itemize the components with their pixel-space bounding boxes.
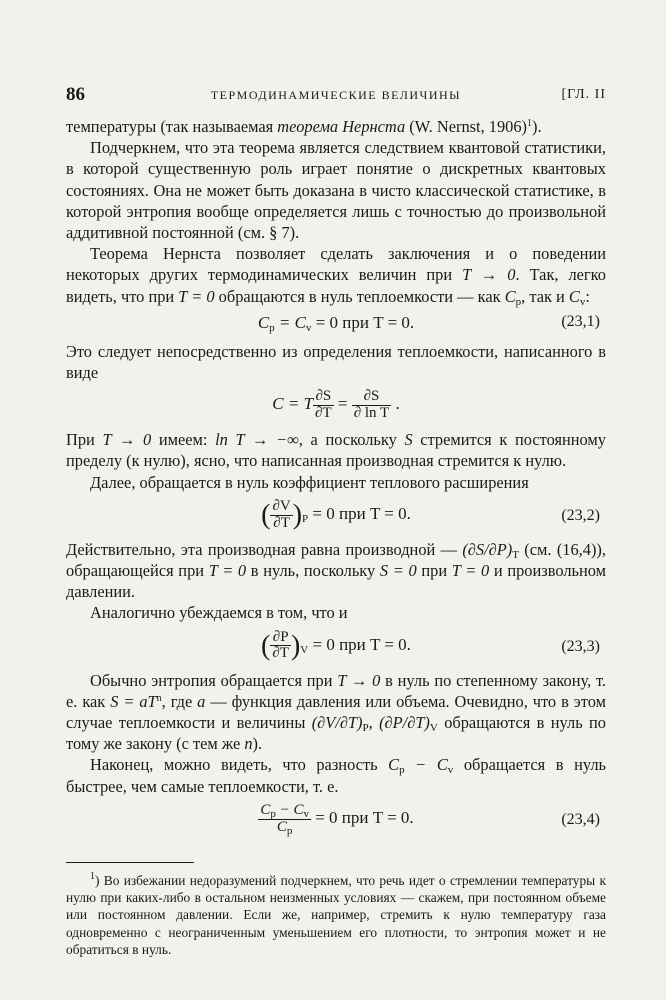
footnote-divider	[66, 862, 194, 863]
paragraph-power-law: Обычно энтропия обращается при T → 0 в нуль по степенному закону, т. е. как $S = aT^n$, где a — функция давления или объема. Очевидно, что в этом случае теплоемкости и величины $(\partial V/\partial T)_P$, $(\partial P/\partial T)_V$ обращаются в нуль по тому же закону (с тем же n).	[66, 670, 606, 754]
footnote-ref[interactable]: 1	[527, 118, 533, 129]
running-header	[66, 84, 606, 106]
paragraph-nernst-theorem: температуры (так называемая теорема Нернста (W. Nernst, 1906)$^1$).	[66, 117, 542, 136]
equation-heat-capacity-definition: C = T $\frac{\partial S}{\partial T}$ = $\frac{\partial S}{\text{∂ ln T}}$ .	[272, 388, 400, 421]
paragraph-limit: При T → 0 имеем: ln T → −∞, а поскольку S стремится к постоянному пределу (к нулю), ясно, что написанная производная стремится к нулю.	[66, 430, 606, 471]
equation-number: (23,1)	[561, 312, 600, 330]
equation-number: (23,4)	[561, 810, 600, 828]
main-text	[66, 116, 606, 843]
equation-23-3: ( $\frac{\partial P}{\partial T}$ )$_V = 0$ при T = 0. (23,3)	[261, 628, 600, 662]
paragraph-derivative: Действительно, эта производная равна производной — $(\partial S/\partial P)_T$ (см. (16,4)), обращающейся при T = 0 в нуль, поскольку S = 0 при T = 0 и произвольном давлении.	[66, 539, 607, 602]
paragraph-definition: Это следует непосредственно из определения теплоемкости, написанного в виде	[66, 341, 606, 383]
page-number: 86	[66, 84, 85, 105]
paragraph-quantum-statistics: Подчеркнем, что эта теорема является следствием квантовой статистики, в которой существенную роль играет понятие о дискретных квантовых состояниях. Она не может быть доказана в чисто классической статистике, в которой энтропия вообще определяется лишь с точностью до произвольной аддитивной постоянной (см. § 7).	[66, 138, 606, 243]
equation-23-1: $C_p = C_v = 0$ при T = 0. (23,1)	[257, 312, 600, 334]
equation-23-4: $\frac{C_p - C_v}{C_p}$ = 0 при T = 0. (23,4)	[260, 801, 600, 837]
equation-23-2: ( $\frac{\partial V}{\partial T}$ )$_P = 0$ при T = 0. (23,2)	[261, 497, 600, 531]
equation-number: (23,3)	[561, 637, 600, 655]
equation-number: (23,2)	[561, 506, 600, 524]
footnote-mark: 1	[90, 871, 95, 882]
paragraph-difference: Наконец, можно видеть, что разность $C_p - C_v$ обращается в нуль быстрее, чем самые теплоемкости, т. е.	[66, 755, 606, 796]
chapter-label: [ГЛ. II	[561, 87, 606, 102]
paragraph-heat-capacities: Теорема Нернста позволяет сделать заключения и о поведении некоторых других термодинамических величин при T → 0. Так, легко видеть, что при T = 0 обращаются в нуль теплоемкости — как $C_p$, так и $C_v$:	[66, 244, 606, 308]
footnote: $^1$) Во избежании недоразумений подчеркнем, что речь идет о стремлении температуры к нулю при каких-либо в остальном неизменных условиях — скажем, при постоянном объеме или постоянном давлении. Если же, например, стремить к нулю температуру газа одновременно с неограниченным уменьшением его плотности, то энтропия может и не обратиться в нуль.	[66, 871, 606, 957]
paragraph-analogous: Аналогично убеждаемся в том, что и	[90, 603, 348, 623]
running-title: ТЕРМОДИНАМИЧЕСКИЕ ВЕЛИЧИНЫ	[210, 88, 462, 102]
paragraph-expansion-coefficient: Далее, обращается в нуль коэффициент теплового расширения	[90, 472, 529, 492]
